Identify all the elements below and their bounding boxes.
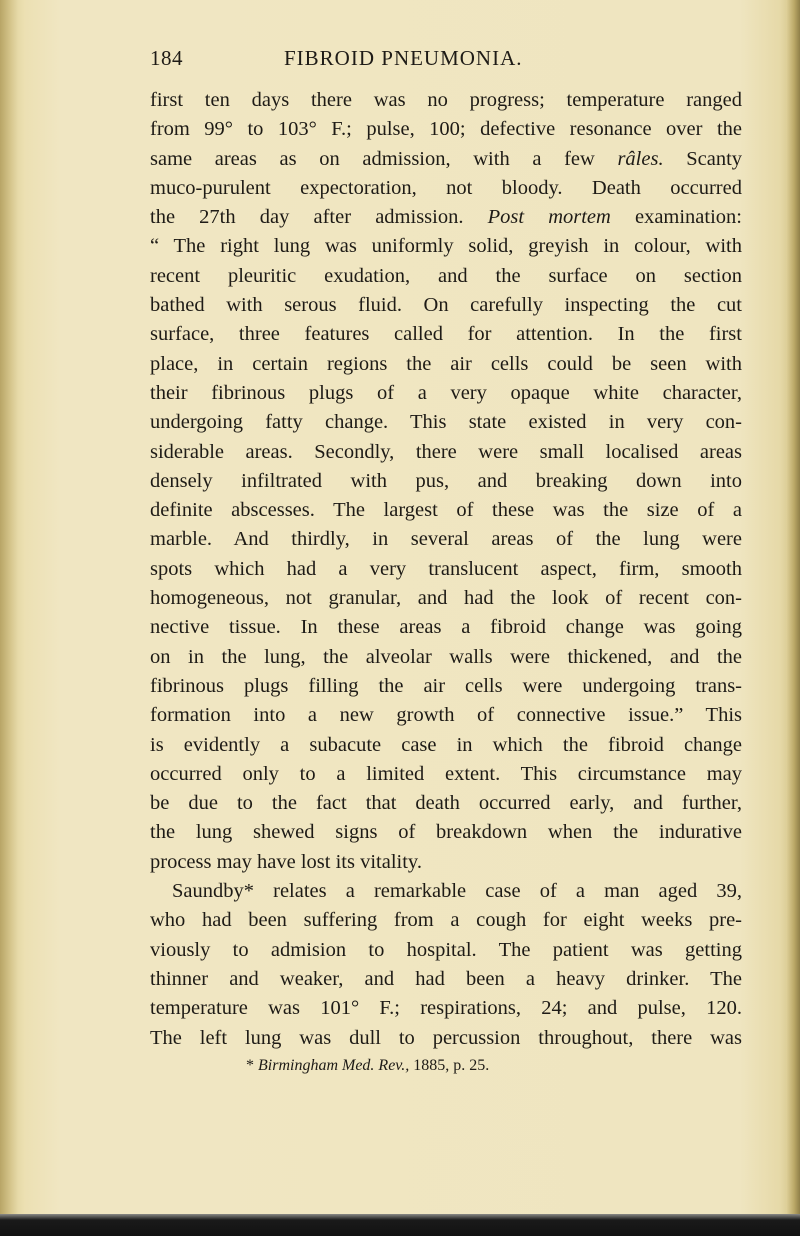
text-line: undergoing fatty change. This state existed in very con- — [150, 411, 742, 434]
text-line: siderable areas. Secondly, there were small localised areas — [150, 440, 742, 463]
running-header — [150, 46, 742, 86]
text-line: formation into a new growth of connective issue.” This — [150, 704, 742, 727]
text-line: on in the lung, the alveolar walls were thickened, and the — [150, 645, 742, 668]
text-line: the 27th day after admission. Post mortem examination: — [150, 206, 742, 229]
text-line: is evidently a subacute case in which the fibroid change — [150, 733, 742, 756]
text-line: homogeneous, not granular, and had the look of recent con- — [150, 587, 742, 610]
text-line: temperature was 101° F.; respirations, 24; and pulse, 120. — [150, 997, 742, 1020]
footnote-journal: Birmingham Med. Rev., — [258, 1056, 410, 1074]
text-line: Saundby* relates a remarkable case of a man aged 39, — [172, 880, 742, 903]
italic-term: Post mortem — [487, 206, 611, 229]
text-line: “ The right lung was uniformly solid, greyish in colour, with — [150, 235, 742, 258]
text-line: place, in certain regions the air cells could be seen with — [150, 352, 742, 375]
text-line: their fibrinous plugs of a very opaque white character, — [150, 381, 742, 404]
text-line: recent pleuritic exudation, and the surface on section — [150, 264, 742, 287]
text-line: marble. And thirdly, in several areas of the lung were — [150, 528, 742, 551]
text-line: nective tissue. In these areas a fibroid change was going — [150, 616, 742, 639]
text-line: surface, three features called for attention. In the first — [150, 323, 742, 346]
italic-term: râles. — [617, 147, 664, 170]
text-line: muco-purulent expectoration, not bloody. Death occurred — [150, 176, 742, 199]
text-line: The left lung was dull to percussion throughout, there was — [150, 1026, 742, 1049]
footnote-citation: 1885, p. 25. — [409, 1056, 490, 1074]
text-line: bathed with serous fluid. On carefully inspecting the cut — [150, 294, 742, 317]
footnote-marker: * — [246, 1056, 258, 1074]
text-line: definite abscesses. The largest of these was the size of a — [150, 499, 742, 522]
text-line: thinner and weaker, and had been a heavy drinker. The — [150, 967, 742, 990]
text-line: densely infiltrated with pus, and breaking down into — [150, 469, 742, 492]
text-line: from 99° to 103° F.; pulse, 100; defective resonance over the — [150, 118, 742, 141]
text-line: the lung shewed signs of breakdown when the indurative — [150, 821, 742, 844]
text-line: fibrinous plugs filling the air cells were undergoing trans- — [150, 674, 742, 697]
page-gutter-shadow — [0, 0, 18, 1236]
text-line: be due to the fact that death occurred early, and further, — [150, 792, 742, 815]
text-line: same areas as on admission, with a few râles. Scanty — [150, 147, 743, 170]
running-title: FIBROID PNEUMONIA. — [284, 46, 523, 70]
scan-bottom-border — [0, 1214, 800, 1236]
page-right-edge — [786, 0, 800, 1236]
text-line: viously to admision to hospital. The patient was getting — [150, 938, 742, 961]
footnote — [246, 1057, 742, 1075]
text-line: process may have lost its vitality. — [150, 850, 422, 873]
page-text-block — [150, 46, 742, 1075]
page-number: 184 — [150, 46, 183, 70]
text-line: who had been suffering from a cough for eight weeks pre- — [150, 909, 742, 932]
text-line: occurred only to a limited extent. This circumstance may — [150, 762, 742, 785]
text-line: spots which had a very translucent aspect, firm, smooth — [150, 557, 742, 580]
text-line: first ten days there was no progress; temperature ranged — [150, 89, 742, 111]
